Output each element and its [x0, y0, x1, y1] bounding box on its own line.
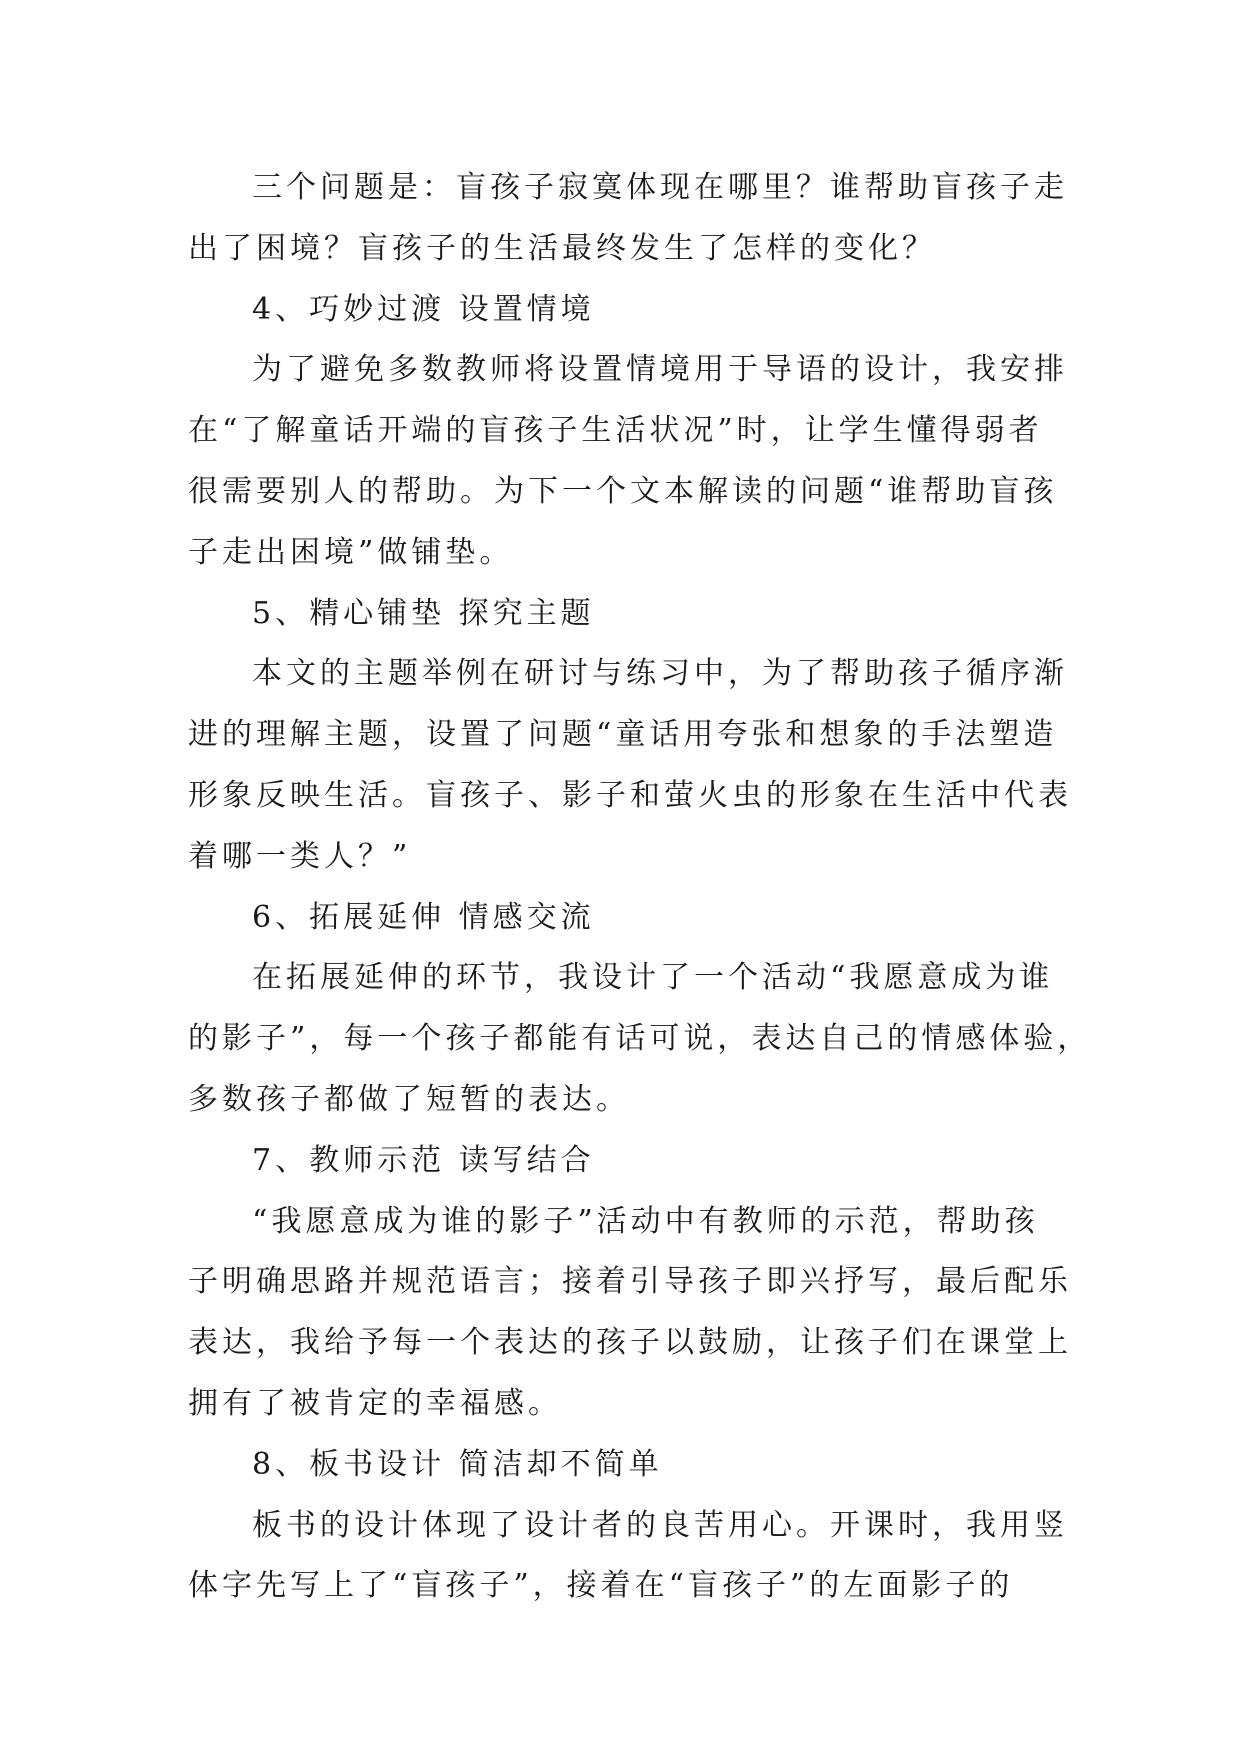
text-line: 着哪一类人？” — [188, 838, 412, 874]
text-line: “我愿意成为谁的影子”活动中有教师的示范，帮助孩 — [252, 1203, 1039, 1239]
text-line: 形象反映生活。盲孩子、影子和萤火虫的形象在生活中代表 — [188, 777, 1072, 813]
section-heading: 8、板书设计 简洁却不简单 — [252, 1446, 663, 1482]
text-line: 子走出困境”做铺垫。 — [188, 534, 514, 570]
section-heading: 5、精心铺垫 探究主题 — [252, 595, 595, 631]
section-heading: 6、拓展延伸 情感交流 — [252, 899, 595, 935]
section-heading: 4、巧妙过渡 设置情境 — [252, 291, 595, 327]
text-line: 体字先写上了“盲孩子”，接着在“盲孩子”的左面影子的 — [188, 1568, 1014, 1604]
text-line: 出了困境？盲孩子的生活最终发生了怎样的变化？ — [188, 230, 936, 266]
text-line: 很需要别人的帮助。为下一个文本解读的问题“谁帮助盲孩 — [188, 473, 1058, 509]
text-line: 在拓展延伸的环节，我设计了一个活动“我愿意成为谁 — [252, 960, 1054, 996]
text-line: 表达，我给予每一个表达的孩子以鼓励，让孩子们在课堂上 — [188, 1325, 1072, 1361]
text-line: 进的理解主题，设置了问题“童话用夸张和想象的手法塑造 — [188, 717, 1058, 753]
text-line: 子明确思路并规范语言；接着引导孩子即兴抒写，最后配乐 — [188, 1264, 1072, 1300]
section-heading: 7、教师示范 读写结合 — [252, 1142, 595, 1178]
text-line: 本文的主题举例在研讨与练习中，为了帮助孩子循序渐 — [252, 656, 1068, 692]
text-line: 的影子”，每一个孩子都能有话可说，表达自己的情感体验， — [188, 1021, 1092, 1057]
text-line: 为了避免多数教师将设置情境用于导语的设计，我安排 — [252, 352, 1068, 388]
text-line: 多数孩子都做了短暂的表达。 — [188, 1081, 630, 1117]
text-line: 拥有了被肯定的幸福感。 — [188, 1385, 562, 1421]
text-line: 三个问题是：盲孩子寂寞体现在哪里？谁帮助盲孩子走 — [252, 170, 1068, 205]
text-line: 板书的设计体现了设计者的良苦用心。开课时，我用竖 — [252, 1507, 1068, 1543]
text-line: 在“了解童话开端的盲孩子生活状况”时，让学生懂得弱者 — [188, 413, 1043, 449]
document-body — [188, 158, 1092, 1617]
